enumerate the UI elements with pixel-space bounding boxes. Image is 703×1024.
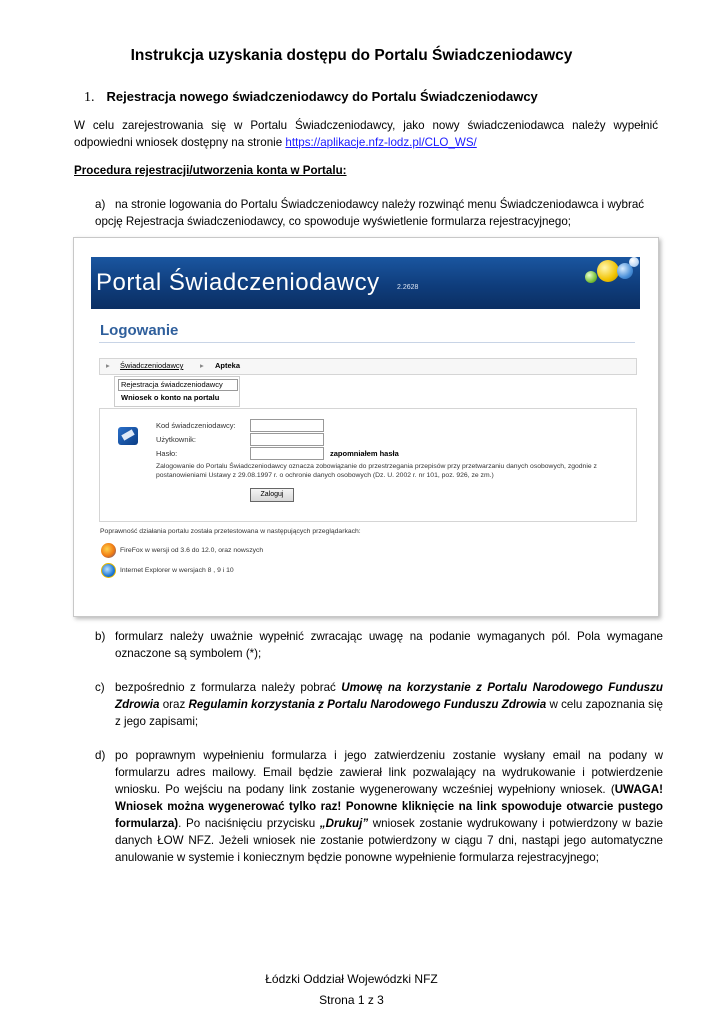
- step-c-part-3: w celu zapoznania się z jego zapisami;: [115, 698, 663, 728]
- input-haslo[interactable]: [250, 447, 324, 460]
- footer-page-number: Strona 1 z 3: [319, 993, 384, 1007]
- intro-text: W celu zarejestrowania się w Portalu Świadczeniodawcy, jako nowy świadczeniodawca należy wypełnić odpowiedni wniosek dostępny na stronie: [74, 119, 658, 149]
- step-a-marker: a): [95, 198, 106, 211]
- section-heading-text: Rejestracja nowego świadczeniodawcy do Portalu Świadczeniodawcy: [106, 89, 538, 104]
- section-heading: [84, 89, 538, 106]
- input-kod-swiadczeniodawcy[interactable]: [250, 419, 324, 432]
- step-d-part-2: . Po naciśnięciu przycisku: [178, 817, 320, 830]
- step-b: [95, 628, 663, 662]
- procedure-heading: Procedura rejestracji/utworzenia konta w Portalu:: [74, 164, 347, 177]
- login-heading-rule: [99, 342, 635, 343]
- step-d-warning: UWAGA! Wniosek można wygenerować tylko raz! Ponowne kliknięcie na link spowoduje otwarcie pustego formularza): [115, 783, 663, 830]
- label-kod-swiadczeniodawcy: Kod świadczeniodawcy:: [156, 421, 236, 430]
- login-form: [99, 408, 637, 522]
- section-number: 1.: [84, 90, 95, 105]
- internet-explorer-icon: [101, 563, 116, 578]
- banner-ball-small-icon: [629, 257, 639, 267]
- menu-arrow-icon: ▸: [200, 361, 204, 370]
- step-b-text: formularz należy uważnie wypełnić zwracając uwagę na podanie wymaganych pól. Pola wymagane oznaczone są symbolem (*);: [115, 630, 663, 660]
- step-b-marker: b): [95, 630, 106, 643]
- firefox-icon: [101, 543, 116, 558]
- step-c-umowa: Umowę na korzystanie z Portalu Narodowego Funduszu Zdrowia: [115, 681, 664, 711]
- step-d-part-1: po poprawnym wypełnieniu formularza i jego zatwierdzeniu zostanie wysłany email na podany w formularzu adres mailowy. Email będzie zawierał link pozwalający na wydrukowanie i potwierdzenie wniosku. Po wejściu na podany link zostanie wygenerowany wcześniej wypełniony wniosek. (: [115, 749, 663, 796]
- document-title: Instrukcja uzyskania dostępu do Portalu Świadczeniodawcy: [130, 47, 573, 64]
- step-d: [95, 747, 663, 867]
- step-c-marker: c): [95, 681, 105, 694]
- menu-item-swiadczeniodawcy[interactable]: Świadczeniodawcy: [120, 361, 184, 370]
- portal-link[interactable]: https://aplikacje.nfz-lodz.pl/CLO_WS/: [285, 135, 477, 149]
- banner-version: 2.2628: [397, 284, 419, 291]
- menu-arrow-icon: ▸: [106, 361, 110, 370]
- menu-dropdown: [114, 376, 240, 407]
- login-key-icon: [118, 427, 138, 445]
- step-d-marker: d): [95, 749, 106, 762]
- step-d-text: [115, 747, 663, 866]
- portal-banner: [91, 257, 640, 309]
- privacy-notice: Zalogowanie do Portalu Świadczeniodawcy oznacza zobowiązanie do przestrzegania przepisów przy przetwarzaniu danych osobowych, zgodnie z postanowieniami Ustawy z 29.08.1997 r. o ochronie danych osobowych (Dz. U. 2002 r. nr 101, poz. 926, ze zm.): [156, 463, 597, 479]
- step-c: [95, 679, 663, 730]
- browser-internet-explorer: Internet Explorer w wersjach 8 , 9 i 10: [120, 567, 234, 574]
- dropdown-item-wniosek[interactable]: Wniosek o konto na portalu: [121, 393, 220, 402]
- login-key-mark: [121, 429, 134, 440]
- portal-menu-bar: [99, 358, 637, 375]
- forgot-password-link[interactable]: zapomniałem hasła: [330, 449, 399, 458]
- step-a: [95, 196, 660, 230]
- step-c-regulamin: Regulamin korzystania z Portalu Narodowego Funduszu Zdrowia: [188, 698, 547, 711]
- label-uzytkownik: Użytkownik:: [156, 435, 197, 444]
- banner-ball-yellow-icon: [597, 260, 619, 282]
- browser-firefox: FireFox w wersji od 3.6 do 12.0, oraz nowszych: [120, 547, 264, 554]
- menu-item-apteka[interactable]: Apteka: [215, 361, 241, 370]
- step-d-part-3: wniosek zostanie wydrukowany i potwierdzony w bazie danych ŁOW NFZ. Jeżeli wniosek nie zostanie potwierdzony w ciągu 7 dni, nastąpi jego automatyczne anulowanie w systemie i koniecznym będzie ponowne wypełnienie formularza rejestracyjnego;: [115, 817, 664, 864]
- step-a-text: na stronie logowania do Portalu Świadczeniodawcy należy rozwinąć menu Świadczeniodawca i wybrać opcję Rejestracja świadczeniodawcy, co spowoduje wyświetlenie formularza rejestracyjnego;: [95, 198, 645, 228]
- step-c-part-2: oraz: [159, 698, 189, 711]
- login-heading: Logowanie: [100, 322, 179, 339]
- dropdown-item-rejestracja[interactable]: Rejestracja świadczeniodawcy: [118, 379, 238, 391]
- portal-login-screenshot: [73, 237, 659, 617]
- intro-paragraph: [74, 118, 658, 151]
- input-uzytkownik[interactable]: [250, 433, 324, 446]
- banner-ball-green-icon: [585, 271, 597, 283]
- step-c-text: [115, 679, 663, 730]
- browsers-intro: Poprawność działania portalu została przetestowana w następujących przeglądarkach:: [100, 528, 361, 535]
- step-d-drukuj: „Drukuj”: [319, 817, 369, 830]
- login-button[interactable]: Zaloguj: [250, 488, 294, 502]
- footer-org: Łódzki Oddział Wojewódzki NFZ: [265, 972, 438, 986]
- label-haslo: Hasło:: [156, 449, 178, 458]
- banner-title: Portal Świadczeniodawcy: [96, 269, 380, 296]
- step-c-part-1: bezpośrednio z formularza należy pobrać: [115, 681, 342, 694]
